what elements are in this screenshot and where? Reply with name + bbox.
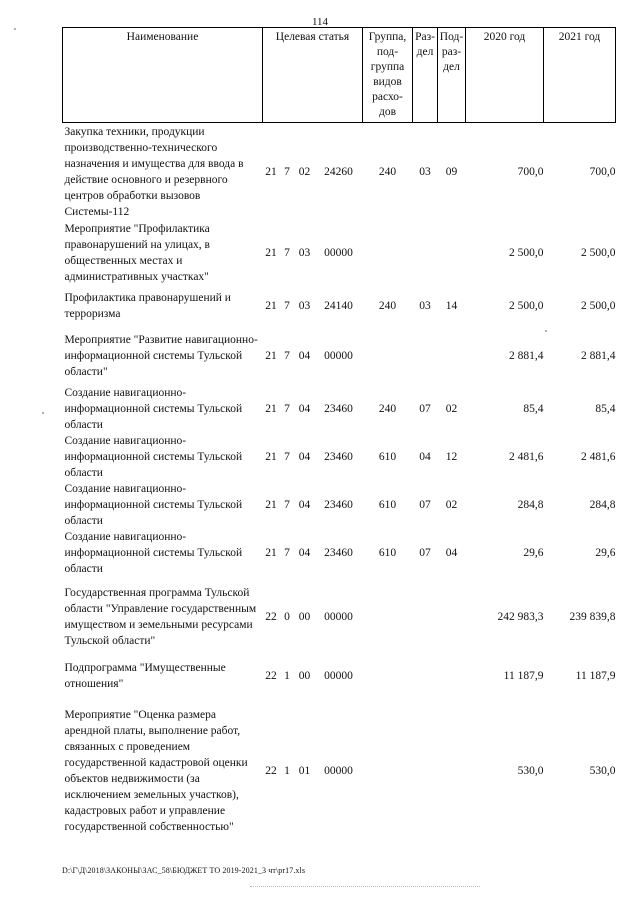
target-code-direction: 23460 — [324, 498, 353, 511]
target-code-event: 03 — [298, 246, 311, 259]
target-code-subprogram: 7 — [284, 246, 290, 259]
subsection-code — [438, 221, 466, 285]
expense-group — [363, 695, 413, 847]
amount-2021: 29,6 — [595, 546, 616, 559]
target-code-program: 21 — [265, 450, 277, 463]
row-name: Государственная программа Тульской области "Управление государственным имуществом и земельными ресурсами Тульской области" — [64, 586, 257, 647]
target-code-program: 21 — [265, 546, 277, 559]
target-code-program: 21 — [265, 402, 277, 415]
amount-2020: 11 187,9 — [503, 669, 544, 682]
expense-group: 240 — [378, 402, 397, 415]
faint-bottom-line — [250, 886, 480, 889]
header-2021: 2021 год — [544, 28, 616, 123]
subsection-code — [438, 657, 466, 695]
target-code-program: 21 — [265, 246, 277, 259]
amount-2020: 2 881,4 — [509, 349, 544, 362]
expense-group: 240 — [378, 299, 397, 312]
target-code-program: 21 — [265, 165, 277, 178]
section-code — [413, 577, 438, 657]
section-code: 03 — [419, 299, 431, 312]
target-code-subprogram: 0 — [284, 610, 290, 623]
amount-2020: 284,8 — [517, 498, 544, 511]
target-code-program: 22 — [265, 610, 277, 623]
table-row — [63, 433, 616, 481]
target-code-subprogram: 7 — [284, 546, 290, 559]
amount-2021: 2 500,0 — [581, 299, 616, 312]
amount-2020: 2 500,0 — [509, 299, 544, 312]
row-name: Профилактика правонарушений и терроризма — [64, 291, 231, 320]
target-code-event: 01 — [298, 764, 311, 777]
expense-group: 240 — [378, 165, 397, 178]
amount-2021: 2 500,0 — [581, 246, 616, 259]
subsection-code: 12 — [445, 450, 458, 463]
amount-2020: 2 481,6 — [509, 450, 544, 463]
expense-group — [363, 221, 413, 285]
header-target: Целевая статья — [263, 28, 363, 123]
target-code-direction: 24260 — [324, 165, 353, 178]
target-code-event: 00 — [298, 669, 311, 682]
section-code: 07 — [419, 402, 431, 415]
scan-speck — [545, 330, 547, 332]
expense-group — [363, 327, 413, 385]
target-code-program: 22 — [265, 764, 277, 777]
row-name: Создание навигационно-информационной системы Тульской области — [64, 386, 243, 431]
section-code — [413, 221, 438, 285]
scan-speck — [14, 28, 16, 30]
target-code-program: 21 — [265, 299, 277, 312]
subsection-code: 02 — [445, 498, 458, 511]
table-row — [63, 481, 616, 529]
budget-table — [62, 27, 616, 847]
table-row — [63, 123, 616, 221]
expense-group: 610 — [378, 498, 397, 511]
target-code-event: 04 — [298, 402, 311, 415]
target-code-subprogram: 7 — [284, 402, 290, 415]
amount-2021: 239 839,8 — [569, 610, 616, 623]
subsection-code: 09 — [445, 165, 458, 178]
table-row — [63, 327, 616, 385]
target-code-direction: 00000 — [324, 669, 353, 682]
target-code-event: 02 — [298, 165, 311, 178]
amount-2021: 85,4 — [595, 402, 616, 415]
subsection-code: 14 — [445, 299, 458, 312]
target-code-event: 04 — [298, 546, 311, 559]
table-row — [63, 695, 616, 847]
table-row — [63, 285, 616, 327]
amount-2021: 2 881,4 — [581, 349, 616, 362]
subsection-code — [438, 695, 466, 847]
table-body — [63, 123, 616, 847]
row-name: Создание навигационно-информационной системы Тульской области — [64, 530, 243, 575]
amount-2020: 29,6 — [523, 546, 544, 559]
target-code-direction: 00000 — [324, 349, 353, 362]
amount-2020: 530,0 — [517, 764, 544, 777]
target-code-direction: 00000 — [324, 246, 353, 259]
target-code-direction: 00000 — [324, 764, 353, 777]
table-header — [63, 28, 616, 123]
scan-speck — [42, 412, 44, 414]
target-code-event: 03 — [298, 299, 311, 312]
amount-2021: 11 187,9 — [575, 669, 616, 682]
target-code-subprogram: 7 — [284, 299, 290, 312]
subsection-code: 04 — [445, 546, 458, 559]
target-code-direction: 24140 — [324, 299, 353, 312]
header-2020: 2020 год — [466, 28, 544, 123]
table-row — [63, 657, 616, 695]
header-subsection: Под-раз-дел — [438, 28, 466, 123]
expense-group — [363, 657, 413, 695]
expense-group: 610 — [378, 546, 397, 559]
target-code-direction: 23460 — [324, 546, 353, 559]
target-code-subprogram: 1 — [284, 764, 290, 777]
section-code — [413, 695, 438, 847]
amount-2020: 700,0 — [517, 165, 544, 178]
section-code: 03 — [419, 165, 431, 178]
header-name: Наименование — [63, 28, 263, 123]
target-code-direction: 23460 — [324, 450, 353, 463]
table-row — [63, 577, 616, 657]
row-name: Мероприятие "Профилактика правонарушений на улицах, в общественных местах и административных участках" — [64, 222, 210, 283]
subsection-code — [438, 577, 466, 657]
table-row — [63, 385, 616, 433]
target-code-direction: 00000 — [324, 610, 353, 623]
row-name: Создание навигационно-информационной системы Тульской области — [64, 482, 243, 527]
target-code-event: 04 — [298, 349, 311, 362]
target-code-subprogram: 7 — [284, 498, 290, 511]
section-code: 07 — [419, 546, 431, 559]
row-name: Подпрограмма "Имущественные отношения" — [64, 661, 226, 690]
target-code-subprogram: 7 — [284, 450, 290, 463]
target-code-subprogram: 7 — [284, 165, 290, 178]
target-code-subprogram: 7 — [284, 349, 290, 362]
amount-2020: 2 500,0 — [509, 246, 544, 259]
row-name: Мероприятие "Оценка размера арендной платы, выполнение работ, связанных с проведением государственной кадастровой оценки объектов недвижимости (за исключением земельных участков), кадастровых работ и управление государственной собственностью" — [64, 708, 248, 833]
target-code-event: 04 — [298, 450, 311, 463]
target-code-event: 00 — [298, 610, 311, 623]
table-row — [63, 529, 616, 577]
target-code-program: 22 — [265, 669, 277, 682]
section-code — [413, 327, 438, 385]
target-code-subprogram: 1 — [284, 669, 290, 682]
amount-2021: 2 481,6 — [581, 450, 616, 463]
row-name: Закупка техники, продукции производственно-технического назначения и имущества для ввода в действие основного и резервного центров обработки вызовов Системы-112 — [64, 125, 244, 218]
expense-group — [363, 577, 413, 657]
file-path-footer: D:\Г\Д\2018\ЗАКОНЫ\ЗАС_58\БЮДЖЕТ ТО 2019-2021_3 чт\pr17.xls — [62, 866, 306, 875]
target-code-event: 04 — [298, 498, 311, 511]
header-section: Раз-дел — [413, 28, 438, 123]
table-row — [63, 221, 616, 285]
section-code: 07 — [419, 498, 431, 511]
amount-2020: 85,4 — [523, 402, 544, 415]
subsection-code — [438, 327, 466, 385]
section-code — [413, 657, 438, 695]
header-group: Группа, под-группа видов расхо-дов — [363, 28, 413, 123]
row-name: Мероприятие "Развитие навигационно-информационной системы Тульской области" — [64, 333, 258, 378]
subsection-code: 02 — [445, 402, 458, 415]
amount-2021: 530,0 — [589, 764, 616, 777]
section-code: 04 — [419, 450, 431, 463]
target-code-direction: 23460 — [324, 402, 353, 415]
amount-2021: 700,0 — [589, 165, 616, 178]
target-code-program: 21 — [265, 349, 277, 362]
amount-2020: 242 983,3 — [497, 610, 544, 623]
row-name: Создание навигационно-информационной системы Тульской области — [64, 434, 243, 479]
page-number: 114 — [311, 16, 329, 28]
target-code-program: 21 — [265, 498, 277, 511]
expense-group: 610 — [378, 450, 397, 463]
amount-2021: 284,8 — [589, 498, 616, 511]
